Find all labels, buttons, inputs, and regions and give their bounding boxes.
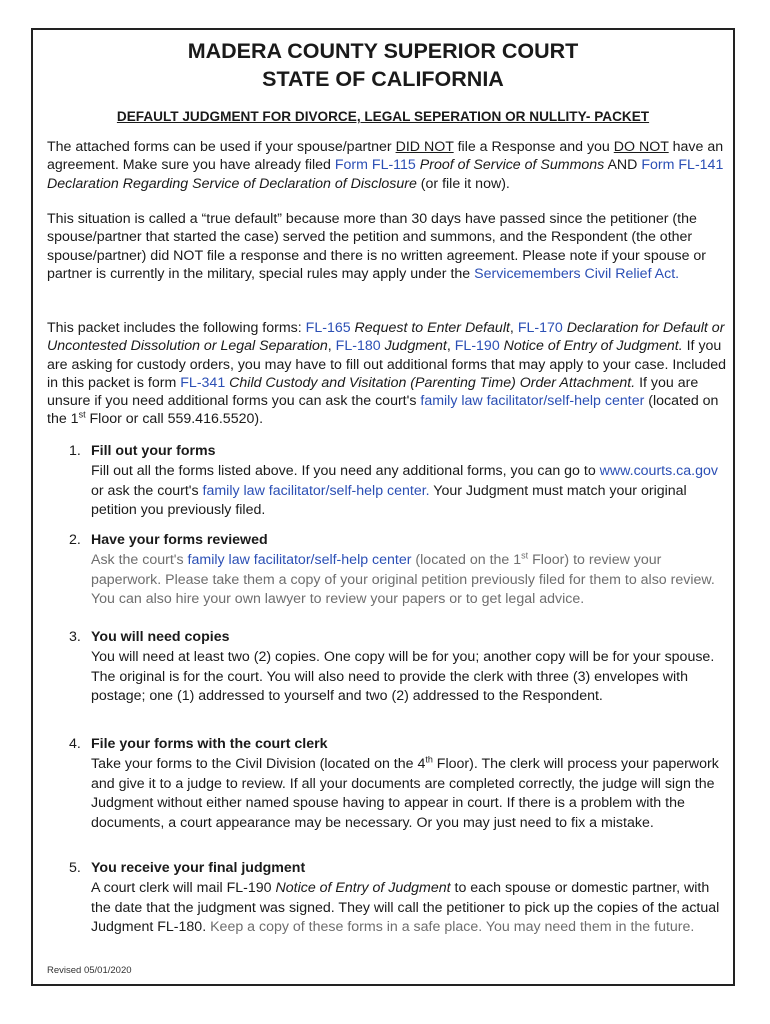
step-heading: You receive your final judgment — [91, 860, 306, 876]
form-fl115-link[interactable]: Form FL-115 — [334, 157, 416, 174]
intro-paragraph-2: This situation is called a “true default” because more than 30 days have passed since the petitioner (the spouse/partner that started the case) served the petition and summons, and the Respondent (the other spouse/partner) did NOT file a response and there is no written agreement. Please note if your spouse or partner is currently in the military, special rules may apply under the Servicemembers Civil Relief Act. — [47, 211, 707, 282]
form-fl341-link[interactable]: FL-341 — [180, 374, 226, 391]
form-fl141-link[interactable]: Form FL-141 — [641, 157, 724, 174]
form-fl180-link[interactable]: FL-180 — [335, 338, 381, 355]
family-law-facilitator-link[interactable]: family law facilitator/self-help center. — [202, 482, 430, 499]
step-number: 2. — [69, 532, 81, 548]
step-3 — [69, 628, 729, 707]
step-number: 4. — [69, 736, 81, 752]
step-text: A court clerk will mail FL-190 Notice of Entry of Judgment to each spouse or domestic partner, with the date that the judgment was signed. They will call the petitioner to pick up the copies of the actual Judgment FL-180. Keep a copy of these forms in a safe place. You may need them in the future. — [91, 879, 720, 936]
packet-subtitle: DEFAULT JUDGMENT FOR DIVORCE, LEGAL SEPERATION OR NULLITY- PACKET — [116, 109, 650, 124]
step-number: 5. — [69, 860, 81, 876]
intro-paragraph-1: The attached forms can be used if your spouse/partner DID NOT file a Response and you DO NOT have an agreement. Make sure you have already filed Form FL-115 Proof of Service of Summons AND Form FL-141 Declaration Regarding Service of Declaration of Disclosure (or file it now). — [47, 139, 724, 192]
step-number: 1. — [69, 443, 81, 459]
form-fl170-link[interactable]: FL-170 — [517, 320, 563, 336]
step-text: Ask the court's family law facilitator/self-help center (located on the 1st Floor) to review your paperwork. Please take them a copy of your original petition previously filed for them to also review. You can also hire your own lawyer to review your papers or to get legal advice. — [91, 550, 715, 608]
form-fl165-link[interactable]: FL-165 — [305, 320, 351, 336]
step-heading: File your forms with the court clerk — [91, 736, 328, 752]
step-text: Take your forms to the Civil Division (located on the 4th Floor). The clerk will process your paperwork and give it to a judge to review. If all your documents are completed correctly, the judge will sign the Judgment without either named spouse having to appear in court. If there is a problem with the documents, a court appearance may be necessary. Or you may just need to fix a mistake. — [91, 754, 719, 832]
step-heading: Fill out your forms — [91, 443, 216, 459]
family-law-facilitator-link[interactable]: family law facilitator/self-help center — [420, 393, 645, 410]
form-fl190-link[interactable]: FL-190 — [454, 338, 500, 355]
intro-paragraph-3: This packet includes the following forms: FL-165 Request to Enter Default, FL-170 Declaration for Default or Uncontested Dissolution or Legal Separation, FL-180 Judgment, FL-190 Notice of Entry of Judgment. If you are asking for custody orders, you may have to fill out additional forms that may apply to your case. Included in this packet is form FL-341 Child Custody and Visitation (Parenting Time) Order Attachment. If you are unsure if you need additional forms you can ask the court's family law facilitator/self-help center (located on the 1st Floor or call 559.416.5520). — [47, 320, 726, 428]
court-title: MADERA COUNTY SUPERIOR COURT — [187, 39, 579, 63]
servicemembers-act-link[interactable]: Servicemembers Civil Relief Act. — [474, 265, 680, 282]
document-page — [31, 28, 735, 986]
step-number: 3. — [69, 629, 81, 645]
step-heading: You will need copies — [91, 629, 230, 645]
step-5 — [69, 859, 729, 938]
family-law-facilitator-link[interactable]: family law facilitator/self-help center — [187, 551, 412, 568]
revision-date: Revised 05/01/2020 — [47, 965, 132, 976]
step-text: Fill out all the forms listed above. If you need any additional forms, you can go to www.courts.ca.gov or ask the court's family law facilitator/self-help center. Your Judgment must match your original petition you previously filed. — [91, 462, 718, 519]
state-title: STATE OF CALIFORNIA — [262, 67, 504, 91]
step-heading: Have your forms reviewed — [91, 532, 268, 548]
courts-website-link[interactable]: www.courts.ca.gov — [599, 462, 718, 479]
step-2 — [69, 531, 729, 610]
step-1 — [69, 442, 729, 521]
step-4 — [69, 735, 729, 834]
step-text: You will need at least two (2) copies. One copy will be for you; another copy will be for your spouse. The original is for the court. You will also need to provide the clerk with three (3) envelopes with postage; one (1) addressed to yourself and two (2) addressed to the Respondent. — [91, 648, 715, 705]
